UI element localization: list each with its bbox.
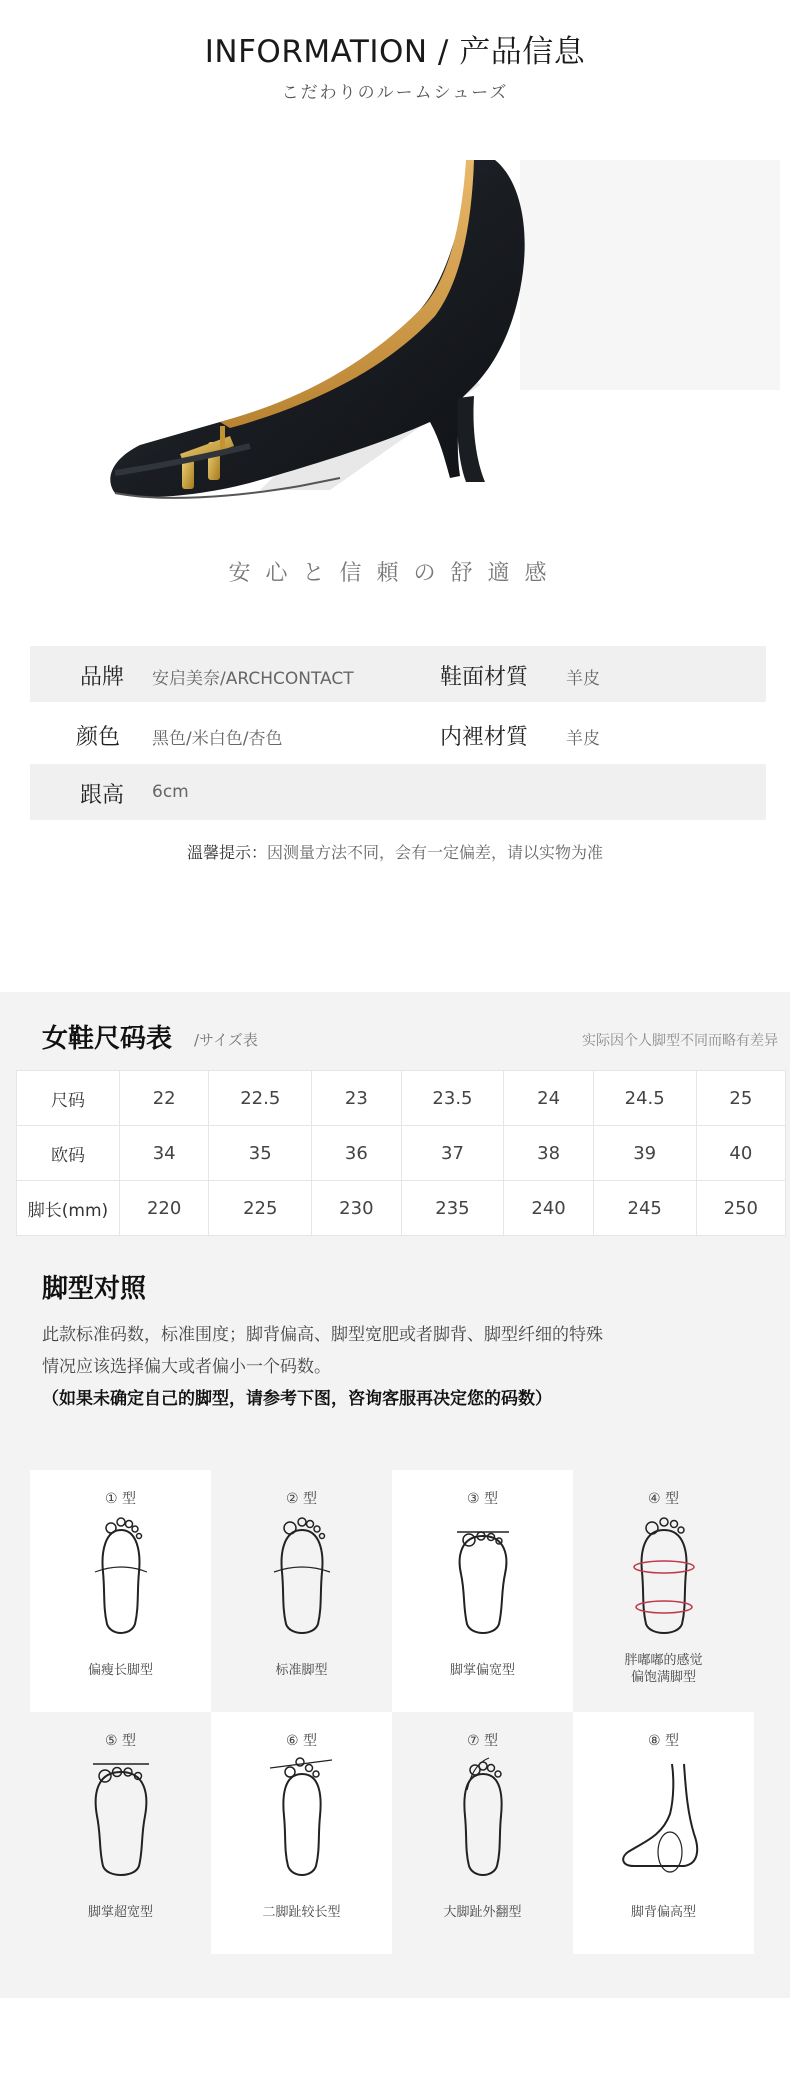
table-cell: 22.5	[209, 1071, 312, 1126]
foot-type-caption: 大脚趾外翻型	[443, 1905, 522, 1920]
foot-type-head: ① 型	[104, 1491, 136, 1507]
foot-type-title: 脚型对照	[42, 1274, 147, 1304]
foot-type-head: ③ 型	[466, 1491, 498, 1507]
foot-type-caption: 脚背偏高型	[630, 1905, 696, 1920]
table-cell: 245	[593, 1181, 696, 1236]
foot-type-head: ⑧ 型	[647, 1733, 679, 1749]
info-row-brand	[30, 646, 766, 702]
foot-type-card	[30, 1470, 211, 1712]
table-cell: 235	[401, 1181, 504, 1236]
color-value: 黑色/米白色/杏色	[152, 729, 283, 749]
black-pump-shoe-image	[100, 160, 780, 515]
upper-material-label: 鞋面材質	[440, 665, 529, 690]
tip-label: 溫馨提示：	[186, 843, 267, 862]
brand-label: 品牌	[80, 665, 125, 690]
table-cell: 22	[120, 1071, 209, 1126]
foot-type-card	[211, 1712, 392, 1954]
heel-height-value: 6cm	[152, 782, 189, 802]
table-cell: 24.5	[593, 1071, 696, 1126]
size-chart-subtitle: /サイズ表	[194, 1031, 258, 1049]
foot-type-head: ⑤ 型	[104, 1733, 136, 1749]
table-cell: 23	[312, 1071, 401, 1126]
color-label: 颜色	[76, 725, 121, 750]
foot-type-card	[392, 1470, 573, 1712]
foot-type-head: ⑥ 型	[285, 1733, 317, 1749]
table-cell: 250	[696, 1181, 785, 1236]
foot-type-desc-3: （如果未确定自己的脚型，请参考下图，咨询客服再决定您的码数）	[42, 1389, 552, 1409]
foot-type-card	[573, 1470, 754, 1712]
table-cell: 240	[504, 1181, 593, 1236]
table-cell: 36	[312, 1126, 401, 1181]
info-row-color	[30, 706, 766, 762]
lining-material-label: 内裡材質	[440, 725, 529, 750]
table-row	[17, 1126, 786, 1181]
foot-outline-icon	[262, 1754, 342, 1884]
page-title: INFORMATION / 产品信息	[204, 34, 586, 70]
table-cell: 24	[504, 1071, 593, 1126]
size-table	[16, 1070, 786, 1236]
foot-outline-icon	[262, 1512, 342, 1642]
foot-type-card	[30, 1712, 211, 1954]
foot-outline-icon	[81, 1754, 161, 1884]
size-chart-title: 女鞋尺码表	[42, 1024, 173, 1054]
foot-type-caption: 脚掌超宽型	[87, 1905, 153, 1920]
table-row	[17, 1181, 786, 1236]
upper-material-value: 羊皮	[566, 669, 600, 689]
foot-type-caption: 二脚趾较长型	[262, 1905, 341, 1920]
heel-height-label: 跟高	[80, 783, 125, 808]
foot-type-card	[392, 1712, 573, 1954]
tip-note	[0, 840, 790, 863]
table-cell: 230	[312, 1181, 401, 1236]
foot-type-grid	[30, 1470, 756, 1954]
table-cell: 220	[120, 1181, 209, 1236]
foot-type-head: ⑦ 型	[466, 1733, 498, 1749]
foot-outline-icon	[81, 1512, 161, 1642]
foot-outline-icon	[443, 1754, 523, 1884]
info-row-heel	[30, 764, 766, 820]
foot-type-caption: 脚掌偏宽型	[449, 1663, 515, 1678]
table-cell: 38	[504, 1126, 593, 1181]
foot-type-caption: 标准脚型	[275, 1663, 328, 1678]
table-cell: 225	[209, 1181, 312, 1236]
foot-outline-icon	[624, 1512, 704, 1642]
table-cell: 35	[209, 1126, 312, 1181]
page-subtitle: こだわりのルームシューズ	[281, 83, 509, 103]
lining-material-value: 羊皮	[566, 729, 600, 749]
foot-type-card	[573, 1712, 754, 1954]
tagline: 安心と信頼の舒適感	[228, 561, 562, 586]
table-cell: 25	[696, 1071, 785, 1126]
foot-outline-icon	[443, 1512, 523, 1642]
row-header: 尺码	[17, 1071, 120, 1126]
row-header: 欧码	[17, 1126, 120, 1181]
table-cell: 37	[401, 1126, 504, 1181]
foot-type-head: ② 型	[285, 1491, 317, 1507]
row-header: 脚长(mm)	[17, 1181, 120, 1236]
foot-type-caption: 偏瘦长脚型	[87, 1663, 153, 1678]
brand-value: 安启美奈/ARCHCONTACT	[152, 669, 354, 689]
table-row	[17, 1071, 786, 1126]
foot-type-desc-2: 情况应该选择偏大或者偏小一个码数。	[42, 1357, 331, 1377]
foot-type-head: ④ 型	[647, 1491, 679, 1507]
table-cell: 23.5	[401, 1071, 504, 1126]
table-cell: 34	[120, 1126, 209, 1181]
foot-type-caption: 胖嘟嘟的感觉	[624, 1653, 703, 1668]
table-cell: 40	[696, 1126, 785, 1181]
tip-text: 因测量方法不同，会有一定偏差，请以实物为准	[267, 843, 604, 862]
foot-type-desc-1: 此款标准码数，标准围度；脚背偏高、脚型宽肥或者脚背、脚型纤细的特殊	[42, 1325, 603, 1345]
table-cell: 39	[593, 1126, 696, 1181]
product-image	[100, 160, 780, 515]
foot-type-caption-2: 偏饱满脚型	[630, 1670, 696, 1685]
foot-type-card	[211, 1470, 392, 1712]
foot-side-icon	[614, 1754, 714, 1884]
size-chart-note: 实际因个人脚型不同而略有差异	[582, 1033, 778, 1049]
